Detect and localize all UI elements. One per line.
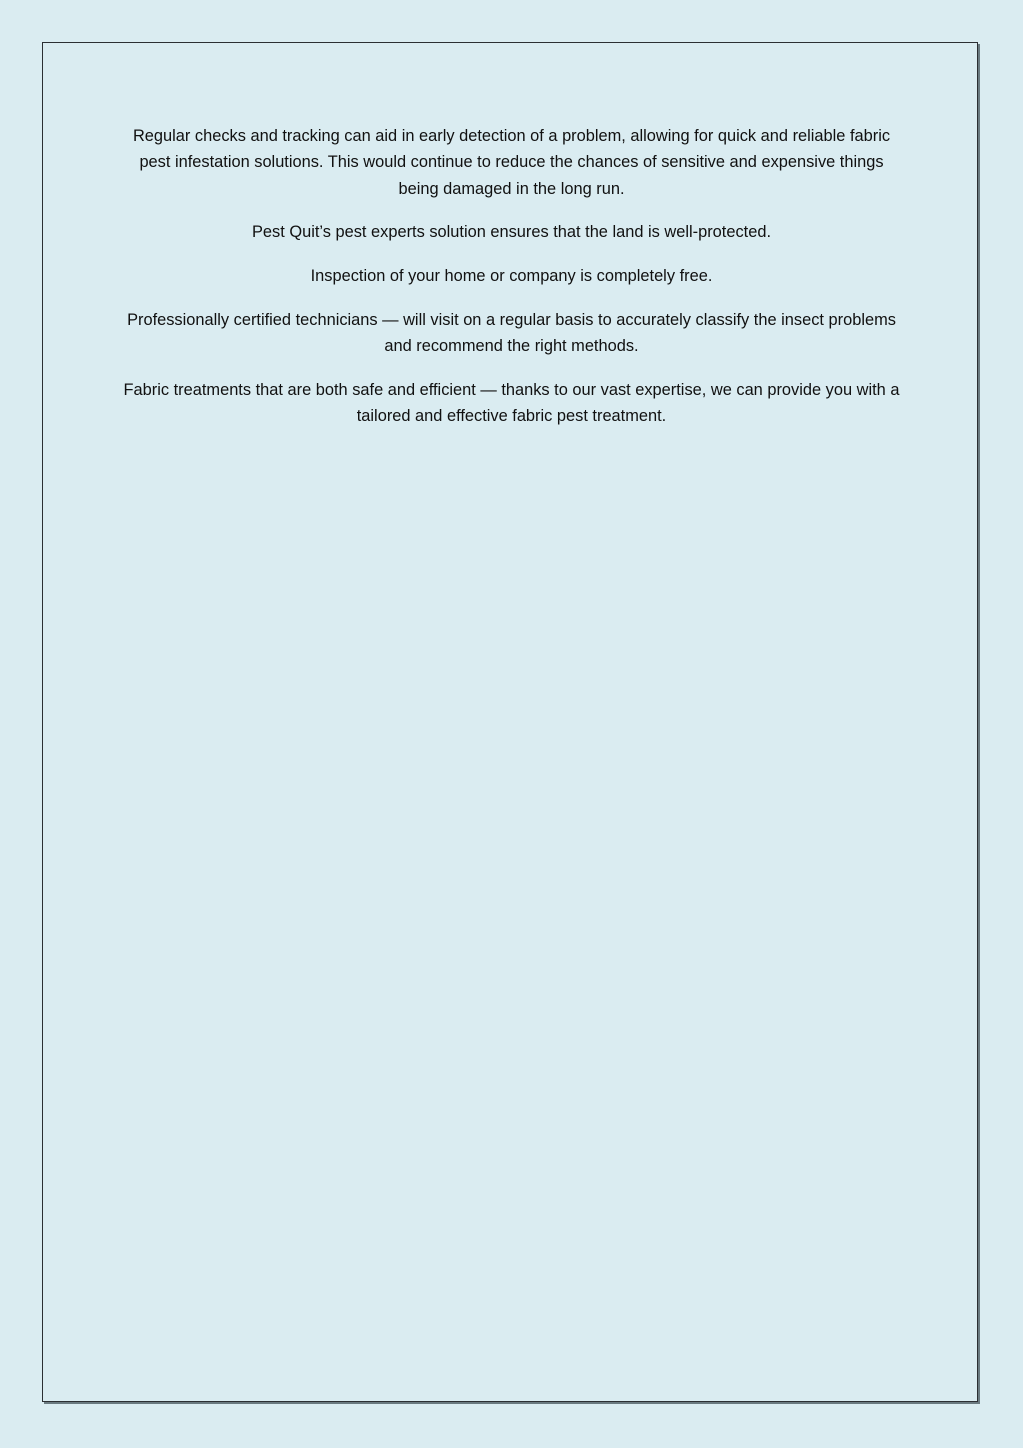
document-body [120,123,903,447]
paragraph-fabric-treatments: Fabric treatments that are both safe and efficient — thanks to our vast expertise, we can provide you with a tailored and effective fabric pest treatment. [123,381,900,426]
paragraph-pest-quit-experts: Pest Quit’s pest experts solution ensures that the land is well-protected. [251,223,771,242]
paragraph-certified-technicians: Professionally certified technicians — will visit on a regular basis to accurately classify the insect problems and recommend the right methods. [127,310,896,356]
paragraph-free-inspection: Inspection of your home or company is completely free. [310,267,713,286]
paragraph-early-detection: Regular checks and tracking can aid in early detection of a problem, allowing for quick and reliable fabric pest infestation solutions. This would continue to reduce the chances of sensitive and expensive things being damaged in the long run. [132,127,891,198]
